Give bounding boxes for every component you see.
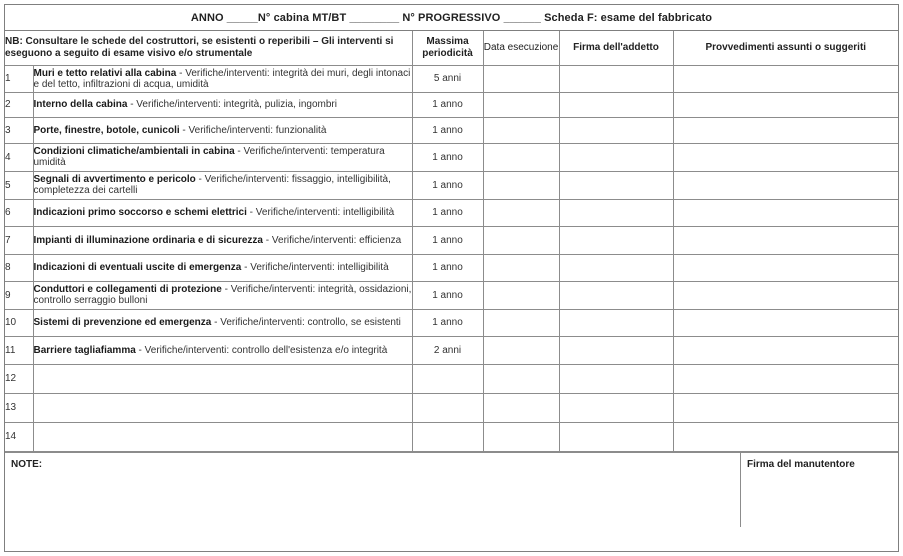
row-date-cell[interactable] xyxy=(483,226,559,254)
row-periodicity: 1 anno xyxy=(412,92,483,117)
row-date-cell[interactable] xyxy=(483,393,559,422)
row-periodicity xyxy=(412,393,483,422)
row-detail: - Verifiche/interventi: temperatura umidità xyxy=(33,146,385,168)
row-date-cell[interactable] xyxy=(483,422,559,451)
row-title: Condizioni climatiche/ambientali in cabina xyxy=(33,146,235,157)
row-detail: - Verifiche/interventi: fissaggio, intelligibilità, completezza dei cartelli xyxy=(33,174,391,196)
table-row xyxy=(5,65,898,92)
header-signature: Firma dell'addetto xyxy=(559,31,673,65)
table-row xyxy=(5,226,898,254)
row-number: 5 xyxy=(5,171,33,199)
row-number: 6 xyxy=(5,199,33,226)
row-number: 14 xyxy=(5,422,33,451)
row-description xyxy=(33,117,412,143)
row-description xyxy=(33,92,412,117)
row-description xyxy=(33,309,412,336)
row-actions-cell[interactable] xyxy=(673,281,898,309)
row-date-cell[interactable] xyxy=(483,364,559,393)
row-periodicity xyxy=(412,364,483,393)
table-row xyxy=(5,309,898,336)
row-detail: - Verifiche/interventi: efficienza xyxy=(263,234,402,246)
table-row xyxy=(5,171,898,199)
row-actions-cell[interactable] xyxy=(673,364,898,393)
row-signature-cell[interactable] xyxy=(559,364,673,393)
row-signature-cell[interactable] xyxy=(559,143,673,171)
row-signature-cell[interactable] xyxy=(559,254,673,281)
row-number: 8 xyxy=(5,254,33,281)
table-row xyxy=(5,393,898,422)
table-row xyxy=(5,199,898,226)
row-actions-cell[interactable] xyxy=(673,143,898,171)
row-description xyxy=(33,422,412,451)
row-title: Barriere tagliafiamma xyxy=(33,344,136,356)
row-title: Conduttori e collegamenti di protezione xyxy=(33,284,222,295)
row-title: Muri e tetto relativi alla cabina xyxy=(33,67,177,79)
row-signature-cell[interactable] xyxy=(559,92,673,117)
row-periodicity: 1 anno xyxy=(412,254,483,281)
row-periodicity: 1 anno xyxy=(412,281,483,309)
row-detail: - Verifiche/interventi: integrità, pulizia, ingombri xyxy=(127,99,337,110)
row-date-cell[interactable] xyxy=(483,254,559,281)
header-actions: Provvedimenti assunti o suggeriti xyxy=(673,31,898,65)
row-number: 12 xyxy=(5,364,33,393)
row-title: Impianti di illuminazione ordinaria e di sicurezza xyxy=(33,234,263,246)
row-actions-cell[interactable] xyxy=(673,393,898,422)
maintainer-signature-label: Firma del manutentore xyxy=(747,458,855,470)
row-signature-cell[interactable] xyxy=(559,171,673,199)
row-signature-cell[interactable] xyxy=(559,336,673,364)
table-row xyxy=(5,117,898,143)
row-title: Porte, finestre, botole, cunicoli xyxy=(33,124,180,136)
row-detail: - Verifiche/interventi: integrità, ossidazioni, controllo serraggio bulloni xyxy=(33,284,412,306)
row-actions-cell[interactable] xyxy=(673,171,898,199)
row-number: 9 xyxy=(5,281,33,309)
row-signature-cell[interactable] xyxy=(559,65,673,92)
header-nb-note: NB: Consultare le schede del costruttori, se esistenti o reperibili – Gli interventi si eseguono a seguito di esame visivo e/o strumentale xyxy=(5,31,412,65)
row-description xyxy=(33,199,412,226)
table-row xyxy=(5,422,898,451)
row-signature-cell[interactable] xyxy=(559,117,673,143)
row-signature-cell[interactable] xyxy=(559,199,673,226)
table-row xyxy=(5,364,898,393)
row-date-cell[interactable] xyxy=(483,281,559,309)
maintainer-signature-field[interactable] xyxy=(741,453,898,527)
row-actions-cell[interactable] xyxy=(673,309,898,336)
table-row xyxy=(5,281,898,309)
row-periodicity: 1 anno xyxy=(412,199,483,226)
inspection-table xyxy=(5,31,898,452)
row-detail: - Verifiche/interventi: controllo, se esistenti xyxy=(211,317,401,328)
table-row xyxy=(5,92,898,117)
row-date-cell[interactable] xyxy=(483,117,559,143)
row-signature-cell[interactable] xyxy=(559,422,673,451)
row-periodicity: 5 anni xyxy=(412,65,483,92)
row-title: Segnali di avvertimento e pericolo xyxy=(33,174,196,185)
row-periodicity xyxy=(412,422,483,451)
row-title: Indicazioni primo soccorso e schemi elettrici xyxy=(33,207,247,218)
row-description xyxy=(33,171,412,199)
sheet-title: ANNO _____N° cabina MT/BT ________ N° PROGRESSIVO ______ Scheda F: esame del fabbricato xyxy=(5,5,898,31)
row-signature-cell[interactable] xyxy=(559,393,673,422)
row-actions-cell[interactable] xyxy=(673,199,898,226)
header-date: Data esecuzione xyxy=(483,31,559,65)
row-description xyxy=(33,281,412,309)
notes-field[interactable] xyxy=(5,453,741,527)
row-date-cell[interactable] xyxy=(483,65,559,92)
row-detail: - Verifiche/interventi: integrità dei muri, degli intonaci e del tetto, infiltrazioni di acqua, umidità xyxy=(33,67,411,90)
table-row xyxy=(5,336,898,364)
row-date-cell[interactable] xyxy=(483,92,559,117)
row-signature-cell[interactable] xyxy=(559,309,673,336)
row-periodicity: 1 anno xyxy=(412,143,483,171)
row-periodicity: 1 anno xyxy=(412,309,483,336)
row-number: 1 xyxy=(5,65,33,92)
row-signature-cell[interactable] xyxy=(559,281,673,309)
row-description xyxy=(33,393,412,422)
row-date-cell[interactable] xyxy=(483,143,559,171)
row-number: 10 xyxy=(5,309,33,336)
table-row xyxy=(5,254,898,281)
row-detail: - Verifiche/interventi: controllo dell'esistenza e/o integrità xyxy=(135,344,388,356)
row-actions-cell[interactable] xyxy=(673,254,898,281)
table-header-row xyxy=(5,31,898,65)
row-number: 4 xyxy=(5,143,33,171)
row-actions-cell[interactable] xyxy=(673,226,898,254)
row-title: Interno della cabina xyxy=(33,99,128,110)
row-description xyxy=(33,226,412,254)
row-number: 2 xyxy=(5,92,33,117)
row-description xyxy=(33,143,412,171)
row-date-cell[interactable] xyxy=(483,171,559,199)
row-periodicity: 1 anno xyxy=(412,171,483,199)
table-row xyxy=(5,143,898,171)
row-periodicity: 1 anno xyxy=(412,117,483,143)
inspection-sheet xyxy=(4,4,899,552)
row-title: Sistemi di prevenzione ed emergenza xyxy=(33,317,212,328)
notes-label: NOTE: xyxy=(11,458,43,470)
row-number: 11 xyxy=(5,336,33,364)
row-title: Indicazioni di eventuali uscite di emergenza xyxy=(33,262,242,273)
row-number: 7 xyxy=(5,226,33,254)
row-periodicity: 1 anno xyxy=(412,226,483,254)
row-detail: - Verifiche/interventi: funzionalità xyxy=(179,124,327,136)
row-description xyxy=(33,65,412,92)
row-description xyxy=(33,336,412,364)
row-periodicity: 2 anni xyxy=(412,336,483,364)
row-actions-cell[interactable] xyxy=(673,336,898,364)
row-description xyxy=(33,254,412,281)
row-actions-cell[interactable] xyxy=(673,65,898,92)
row-date-cell[interactable] xyxy=(483,199,559,226)
row-signature-cell[interactable] xyxy=(559,226,673,254)
table-body xyxy=(5,65,898,451)
row-actions-cell[interactable] xyxy=(673,422,898,451)
header-periodicity: Massima periodicità xyxy=(412,31,483,65)
row-date-cell[interactable] xyxy=(483,309,559,336)
row-description xyxy=(33,364,412,393)
notes-section xyxy=(5,452,898,527)
row-actions-cell[interactable] xyxy=(673,117,898,143)
row-detail: - Verifiche/interventi: intelligibilità xyxy=(241,262,389,273)
row-detail: - Verifiche/interventi: intelligibilità xyxy=(246,207,395,218)
row-date-cell[interactable] xyxy=(483,336,559,364)
row-actions-cell[interactable] xyxy=(673,92,898,117)
row-number: 3 xyxy=(5,117,33,143)
row-number: 13 xyxy=(5,393,33,422)
